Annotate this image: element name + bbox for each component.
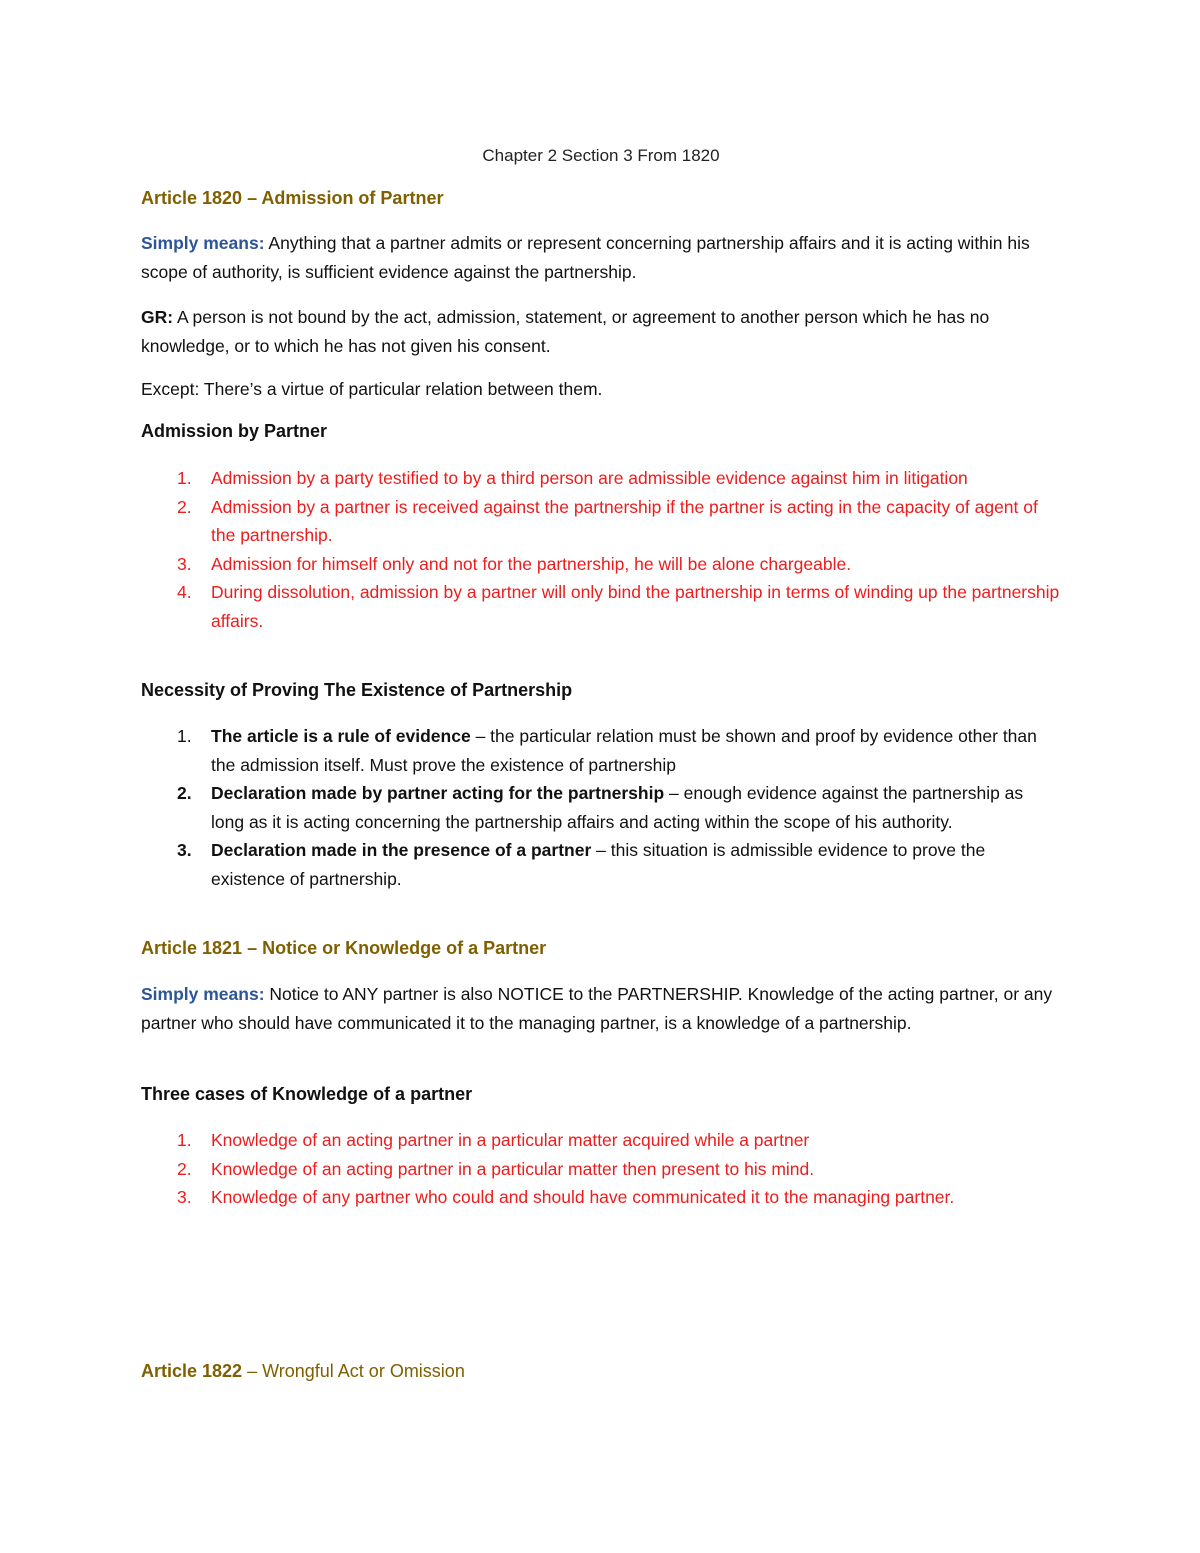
list-item: [141, 578, 1061, 635]
simply-means-text: Notice to ANY partner is also NOTICE to the PARTNERSHIP. Knowledge of the acting partner, or any partner who should have communicated it to the managing partner, is a knowledge of a partnership.: [141, 984, 1053, 1033]
list-item-text: Knowledge of any partner who could and should have communicated it to the managing partner.: [211, 1187, 955, 1207]
list-item: [141, 1155, 1061, 1184]
list-item-text: – the particular relation must be shown and proof by evidence other than the admission itself. Must prove the existence of partnership: [211, 726, 1037, 775]
list-item-lead: Declaration made in the presence of a partner: [211, 840, 592, 860]
simply-means-label: Simply means:: [141, 233, 265, 253]
admission-by-partner-list: [141, 464, 1061, 635]
list-number: 3.: [177, 840, 192, 860]
article-1822-title: – Wrongful Act or Omission: [242, 1361, 465, 1381]
general-rule-paragraph: [141, 303, 1061, 361]
list-item: [141, 1126, 1061, 1155]
list-number: 2.: [177, 496, 192, 517]
list-item-text: Admission for himself only and not for the partnership, he will be alone chargeable.: [211, 553, 852, 574]
list-item-lead: The article is a rule of evidence: [211, 726, 471, 746]
list-item-text: – enough evidence against the partnership as long as it is acting concerning the partnership affairs and acting within the scope of his authority.: [211, 783, 1024, 832]
list-number: 1.: [177, 1130, 192, 1150]
article-1822-number: Article 1822: [141, 1361, 243, 1381]
admission-by-partner-heading: Admission by Partner: [141, 421, 328, 441]
list-number: 3.: [177, 1187, 192, 1207]
simply-means-text: Anything that a partner admits or represent concerning partnership affairs and it is acting within his scope of authority, is sufficient evidence against the partnership.: [141, 233, 1030, 282]
list-item-lead: Declaration made by partner acting for the partnership: [211, 783, 665, 803]
three-cases-heading: Three cases of Knowledge of a partner: [141, 1084, 473, 1104]
article-1821-number: Article 1821: [141, 938, 243, 958]
article-1822-heading: [141, 1361, 465, 1382]
list-item-text: Knowledge of an acting partner in a particular matter then present to his mind.: [211, 1158, 815, 1179]
list-number: 2.: [177, 783, 192, 803]
exception-paragraph: [141, 375, 1061, 404]
exception-label: Except:: [141, 379, 200, 399]
list-item: [141, 779, 1061, 836]
article-1820-simply-means: [141, 229, 1061, 287]
three-cases-list: [141, 1126, 1061, 1212]
list-item: [141, 493, 1061, 550]
list-item: [141, 550, 1061, 579]
article-1820-number: Article 1820: [141, 188, 243, 208]
general-rule-text: A person is not bound by the act, admission, statement, or agreement to another person which he has no knowledge, or to which he has not given his consent.: [141, 307, 990, 356]
list-item: [141, 1183, 1061, 1212]
exception-text: There’s a virtue of particular relation between them.: [199, 379, 603, 399]
article-1821-heading: [141, 938, 546, 959]
necessity-heading: Necessity of Proving The Existence of Partnership: [141, 680, 573, 700]
list-item-text: Admission by a party testified to by a third person are admissible evidence against him in litigation: [211, 468, 968, 488]
article-1821-title: – Notice or Knowledge of a Partner: [242, 938, 547, 958]
simply-means-label: Simply means:: [141, 984, 265, 1004]
list-item-text: Knowledge of an acting partner in a particular matter acquired while a partner: [211, 1130, 810, 1150]
document-title: Chapter 2 Section 3 From 1820: [482, 146, 720, 165]
list-item: [141, 836, 1061, 893]
list-number: 4.: [177, 582, 192, 602]
list-item: [141, 464, 1061, 493]
list-number: 1.: [177, 726, 192, 746]
list-item-text: – this situation is admissible evidence to prove the existence of partnership.: [211, 840, 986, 889]
list-number: 1.: [177, 468, 192, 488]
article-1820-title: – Admission of Partner: [242, 188, 444, 208]
list-item: [141, 722, 1061, 779]
list-number: 3.: [177, 553, 192, 574]
list-item-text: During dissolution, admission by a partner will only bind the partnership in terms of winding up the partnership affairs.: [211, 582, 1060, 631]
list-number: 2.: [177, 1158, 192, 1179]
necessity-list: [141, 722, 1061, 893]
list-item-text: Admission by a partner is received against the partnership if the partner is acting in the capacity of agent of the partnership.: [211, 496, 1038, 545]
article-1821-simply-means: [141, 980, 1061, 1038]
general-rule-label: GR:: [141, 307, 174, 327]
article-1820-heading: [141, 188, 443, 209]
